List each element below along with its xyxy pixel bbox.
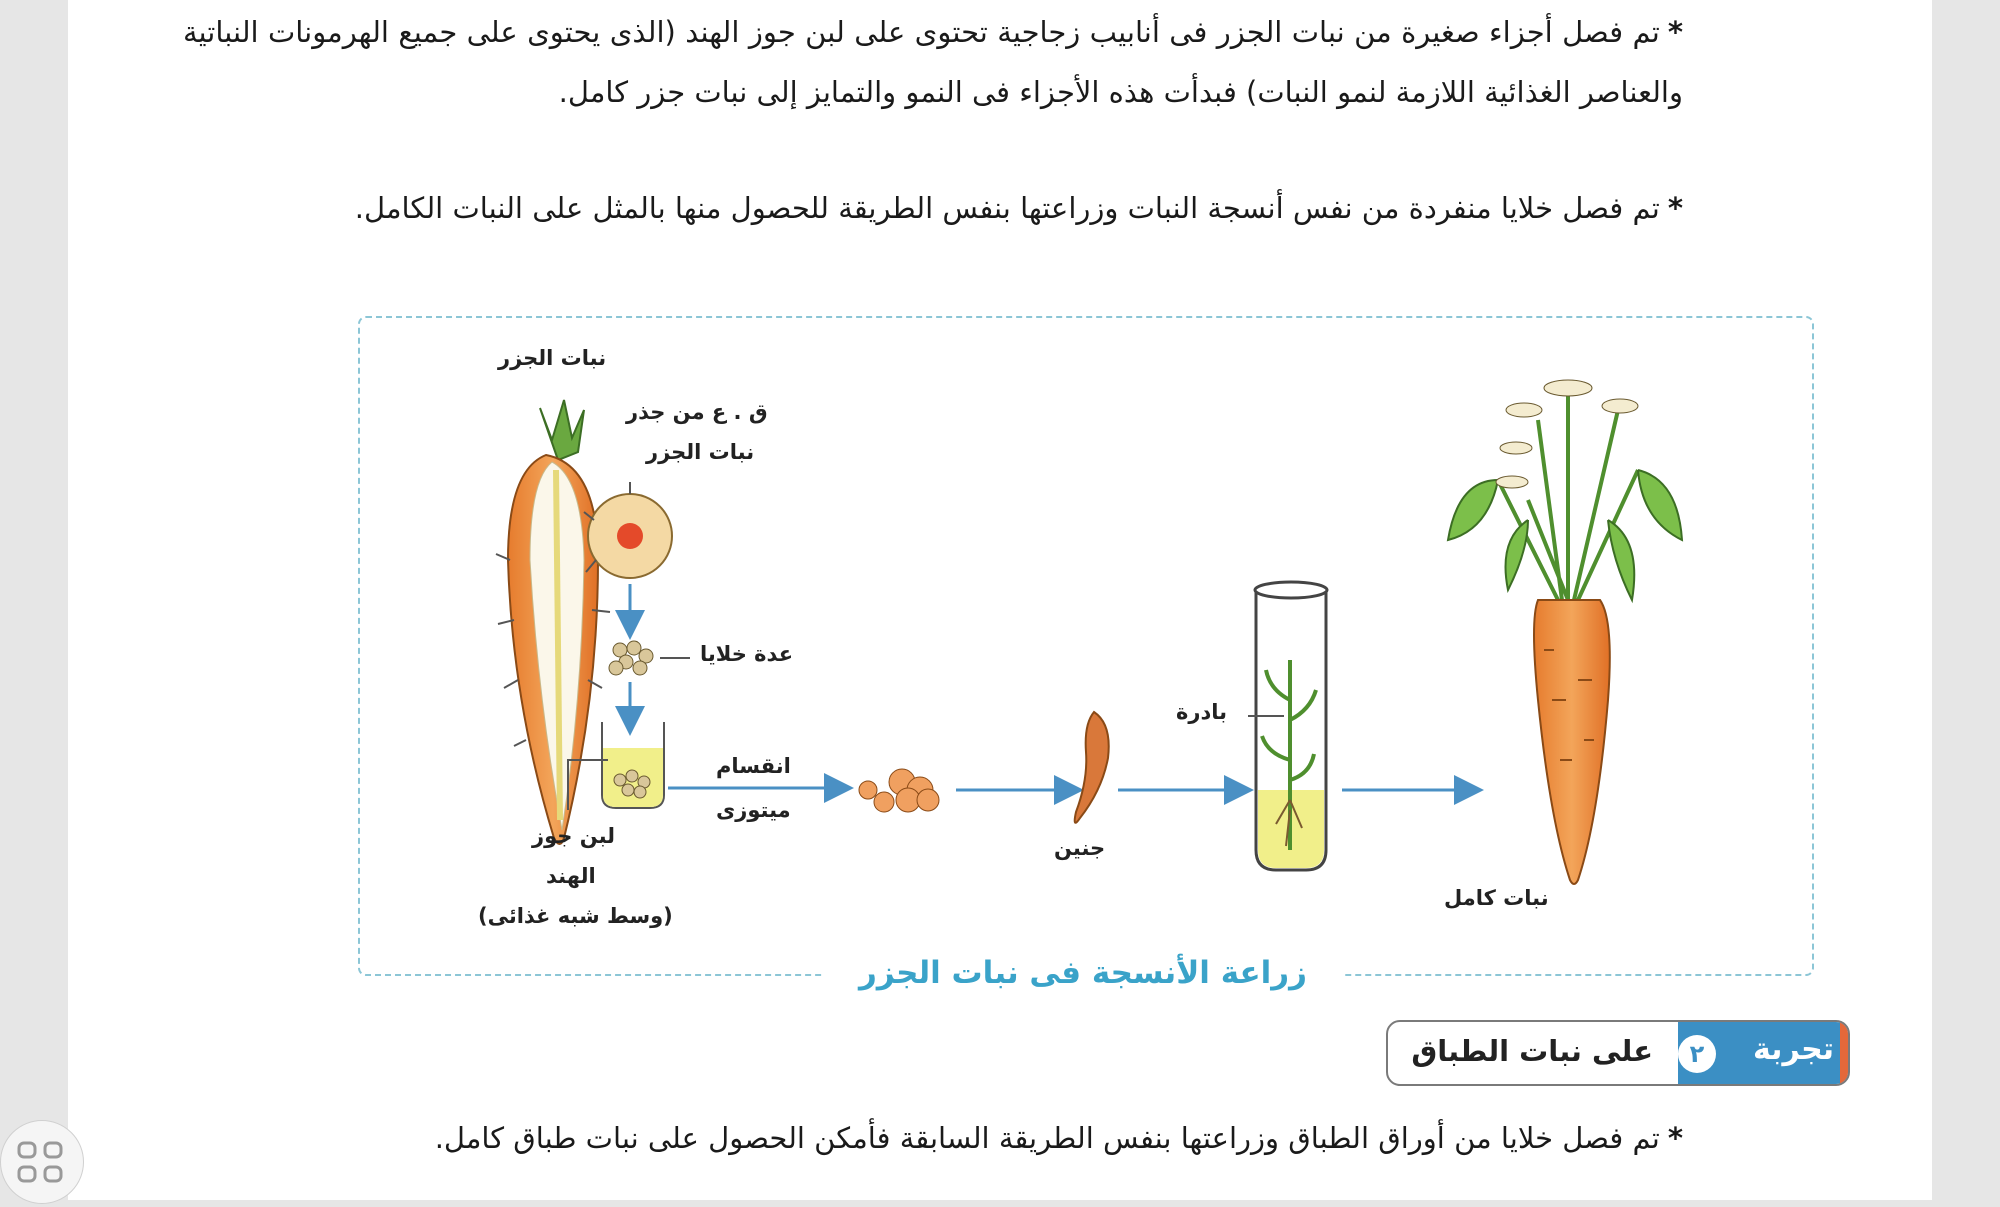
- bullet-star: *: [1667, 1121, 1683, 1155]
- beaker-illustration: [602, 722, 664, 808]
- label-seedling: بادرة: [1176, 700, 1228, 724]
- experiment-subject: على نبات الطباق: [1411, 1034, 1653, 1068]
- label-section-line2: نبات الجزر: [646, 440, 755, 464]
- label-division-line2: ميتوزى: [716, 798, 791, 822]
- label-section-line1: ق . ع من جذر: [626, 400, 768, 424]
- label-coconut-line1: لبن جوز: [532, 824, 616, 848]
- label-division-line1: انقسام: [716, 754, 791, 778]
- whole-carrot-plant-illustration: [1448, 380, 1682, 884]
- textbook-page: [68, 0, 1932, 1200]
- paragraph-3-text: تم فصل خلايا من أوراق الطباق وزراعتها بنفس الطريقة السابقة فأمكن الحصول على نبات طباق كامل.: [434, 1121, 1660, 1155]
- grid-icon: [1, 1121, 83, 1203]
- label-coconut-line3: (وسط شبه غذائى): [478, 904, 673, 928]
- label-embryo: جنين: [1054, 836, 1106, 860]
- paragraph-1-text: تم فصل أجزاء صغيرة من نبات الجزر فى أنابيب زجاجية تحتوى على لبن جوز الهند (الذى يحتوى على جميع الهرمونات النباتية والعناصر الغذائية اللازمة لنمو النبات) فبدأت هذه الأجزاء فى النمو والتمايز إلى نبات جزر كامل.: [183, 15, 1683, 109]
- diagram-caption: زراعة الأنسجة فى نبات الجزر: [859, 955, 1307, 991]
- test-tube-illustration: [1255, 582, 1327, 870]
- paragraph-2-text: تم فصل خلايا منفردة من نفس أنسجة النبات وزراعتها بنفس الطريقة للحصول منها بالمثل على النبات الكامل.: [354, 191, 1660, 225]
- experiment-number: ٢: [1678, 1035, 1716, 1073]
- label-whole-plant: نبات كامل: [1444, 886, 1549, 910]
- bullet-star: *: [1667, 15, 1683, 49]
- bullet-star: *: [1667, 191, 1683, 225]
- label-coconut-line2: الهند: [546, 864, 596, 888]
- label-carrot-plant: نبات الجزر: [498, 346, 607, 370]
- paragraph-3: [183, 1108, 1683, 1168]
- label-few-cells: عدة خلايا: [700, 642, 794, 666]
- floating-grid-button[interactable]: [0, 1120, 84, 1204]
- callus-cells-illustration: [859, 769, 939, 812]
- experiment-title: تجربة: [1752, 1032, 1834, 1067]
- tab-accent-stripe: [1840, 1022, 1848, 1084]
- cell-cluster-small: [609, 641, 653, 675]
- experiment-header: [1386, 1020, 1850, 1086]
- embryo-illustration: [1075, 712, 1109, 823]
- experiment-tab: [1678, 1022, 1848, 1084]
- cross-section-illustration: [584, 482, 672, 578]
- carrot-root-illustration: [496, 400, 612, 844]
